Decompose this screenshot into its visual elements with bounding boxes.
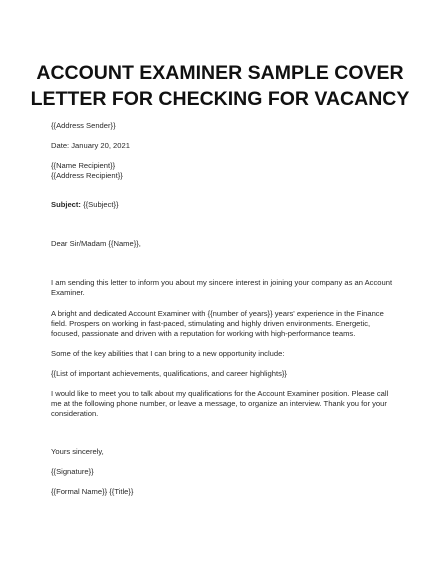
paragraph-intro: I am sending this letter to inform you about my sincere interest in joining your company as an Account Examiner.	[51, 278, 393, 298]
paragraph-experience: A bright and dedicated Account Examiner with {{number of years}} years' experience in the Finance field. Prospers on working in fast-paced, stimulating and highly driven environments. Energetic, focused, passionate and driven with a reputation for working with high-performance teams.	[51, 309, 384, 339]
subject-label: Subject:	[51, 200, 81, 209]
document-title	[30, 60, 410, 112]
paragraph-abilities: Some of the key abilities that I can bring to a new opportunity include:	[51, 349, 285, 358]
subject-value: {{Subject}}	[80, 200, 119, 209]
title-line-2: LETTER FOR CHECKING FOR VACANCY	[30, 88, 410, 110]
formal-name: {{Formal Name}} {{Title}}	[51, 487, 134, 496]
closing: Yours sincerely,	[51, 447, 104, 456]
paragraph-achievements: {{List of important achievements, qualifications, and career highlights}}	[51, 369, 287, 378]
title-line-1: ACCOUNT EXAMINER SAMPLE COVER	[36, 62, 404, 84]
address-recipient: {{Address Recipient}}	[51, 171, 123, 180]
name-recipient: {{Name Recipient}}	[51, 161, 116, 170]
paragraph-meeting: I would like to meet you to talk about my qualifications for the Account Examiner position. Please call me at the following phone number, or leave a message, to organize an interview. Thank you for your consideration.	[51, 389, 389, 419]
salutation: Dear Sir/Madam {{Name}},	[51, 239, 141, 248]
letter-date: Date: January 20, 2021	[51, 141, 130, 150]
address-sender: {{Address Sender}}	[51, 121, 116, 130]
signature: {{Signature}}	[51, 467, 94, 476]
subject-line	[51, 200, 401, 210]
